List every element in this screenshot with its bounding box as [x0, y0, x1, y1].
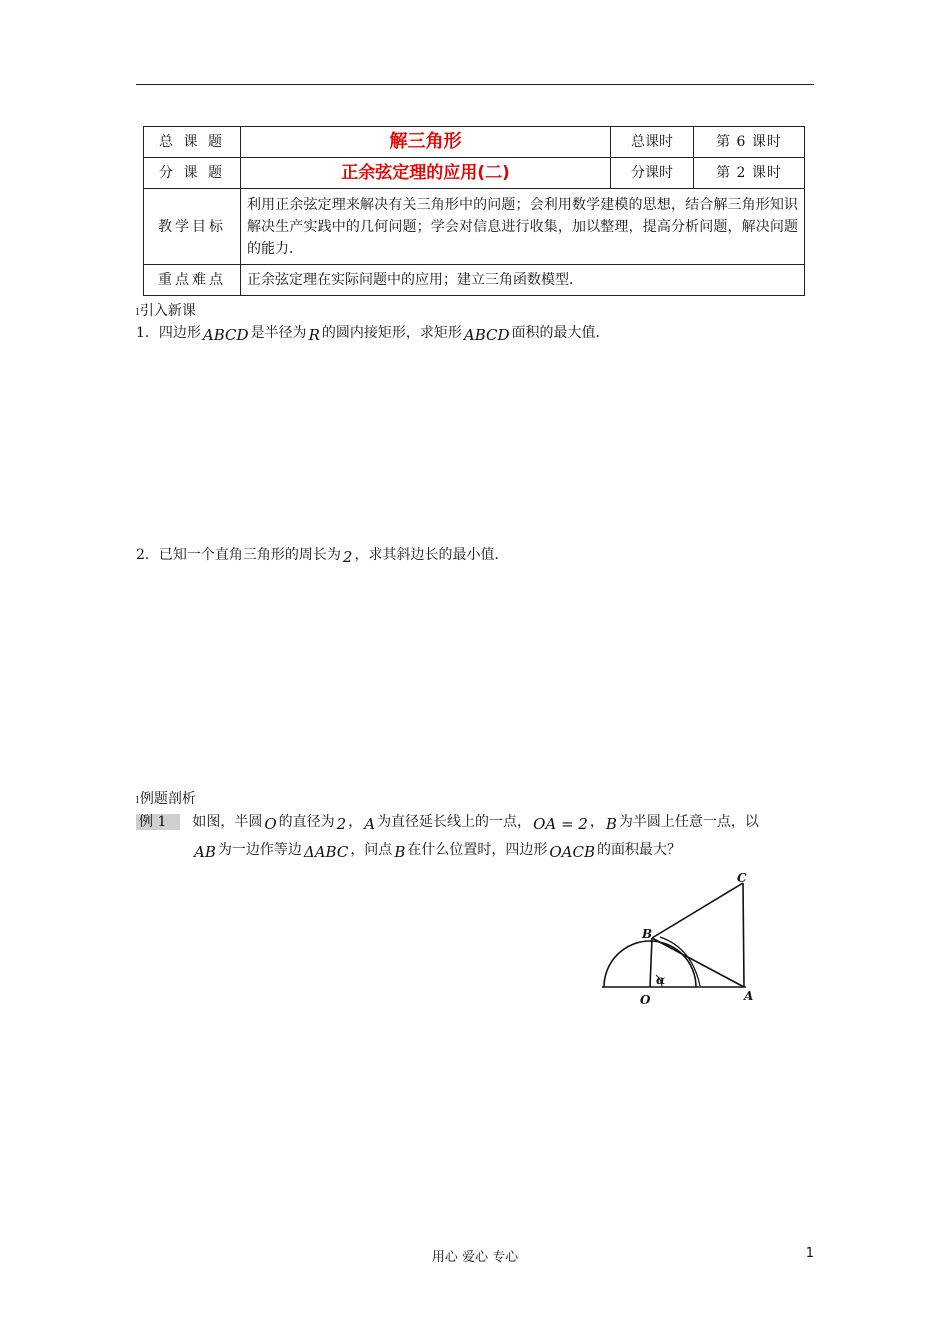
segment-ca: [743, 883, 744, 987]
question-number: 2．: [136, 547, 159, 563]
heading-mark: l: [136, 796, 139, 806]
example-1: [136, 808, 818, 864]
key-points-label: 重点难点: [144, 265, 241, 296]
total-hours-label: 总课时: [611, 127, 694, 158]
page-number: 1: [805, 1246, 814, 1261]
heading-text: 例题剖析: [139, 791, 196, 807]
text-run: 为半圆上任意一点，以: [618, 814, 759, 830]
label-b: B: [642, 927, 653, 941]
table-row: [144, 189, 805, 265]
table-row: [144, 158, 805, 189]
text-run: ，: [348, 814, 363, 830]
text-run: ，求其斜边长的最小值．: [354, 547, 509, 563]
label-alpha: α: [656, 973, 666, 987]
sub-topic-title: 正余弦定理的应用(二): [341, 162, 510, 183]
math: 2: [342, 548, 353, 566]
text-run: 在什么位置时，四边形: [407, 842, 548, 858]
sub-topic-label: 分 课 题: [144, 158, 241, 189]
table-row: [144, 127, 805, 158]
total-topic-label: 总 课 题: [144, 127, 241, 158]
sub-hours-value: 第 2 课时: [694, 158, 805, 189]
label-o: O: [640, 993, 651, 1007]
footer-text: 用心 爱心 专心: [431, 1250, 519, 1265]
objectives-label: 教学目标: [144, 189, 241, 265]
segment-ob: [650, 938, 652, 987]
text-run: 为直径延长线上的一点，: [377, 814, 532, 830]
lesson-info-table: [143, 126, 805, 296]
math: 2: [336, 815, 347, 833]
key-points-text: 正余弦定理在实际问题中的应用；建立三角函数模型．: [241, 265, 805, 296]
text-run: 面积的最大值．: [511, 325, 610, 341]
math: OA = 2: [533, 815, 588, 833]
math: O: [264, 815, 277, 833]
sub-hours-label: 分课时: [611, 158, 694, 189]
section-heading-examples: [136, 788, 196, 808]
total-topic-title: 解三角形: [389, 130, 462, 152]
math: A: [364, 815, 376, 833]
text-run: 为一边作等边: [217, 842, 302, 858]
objectives-text: 利用正余弦定理来解决有关三角形中的问题；会利用数学建模的思想，结合解三角形知识解决生产实践中的几何问题；学会对信息进行收集，加以整理，提高分析问题，解决问题的能力．: [241, 189, 805, 265]
math: B: [605, 815, 617, 833]
total-hours-value: 第 6 课时: [694, 127, 805, 158]
heading-text: 引入新课: [139, 303, 196, 319]
math: B: [394, 843, 406, 861]
math: R: [308, 326, 320, 344]
math: AB: [194, 843, 216, 861]
text-run: ，: [589, 814, 604, 830]
table-row: [144, 265, 805, 296]
text-run: 如图，半圆: [192, 814, 263, 830]
text-run: 的圆内接矩形，求矩形: [321, 325, 462, 341]
text-run: ，问点: [350, 842, 393, 858]
segment-bc: [652, 883, 743, 938]
math: ABCD: [202, 326, 249, 344]
math: OACB: [549, 843, 595, 861]
math: ΔABC: [303, 843, 349, 861]
semicircle-figure: [596, 870, 776, 1015]
section-heading-intro: [136, 300, 196, 320]
math: ABCD: [463, 326, 510, 344]
text-run: 的直径为: [278, 814, 335, 830]
header-rule: [136, 84, 814, 85]
text-run: 四边形: [158, 325, 201, 341]
text-run: 的面积最大？: [596, 842, 681, 858]
example-label: 例 1: [136, 814, 180, 830]
heading-mark: l: [136, 308, 139, 318]
question-number: 1．: [136, 325, 159, 341]
text-run: 已知一个直角三角形的周长为: [158, 547, 341, 563]
label-a: A: [744, 989, 754, 1003]
label-c: C: [737, 871, 747, 885]
question-2: [136, 542, 508, 567]
text-run: 是半径为: [250, 325, 307, 341]
question-1: [136, 320, 610, 345]
